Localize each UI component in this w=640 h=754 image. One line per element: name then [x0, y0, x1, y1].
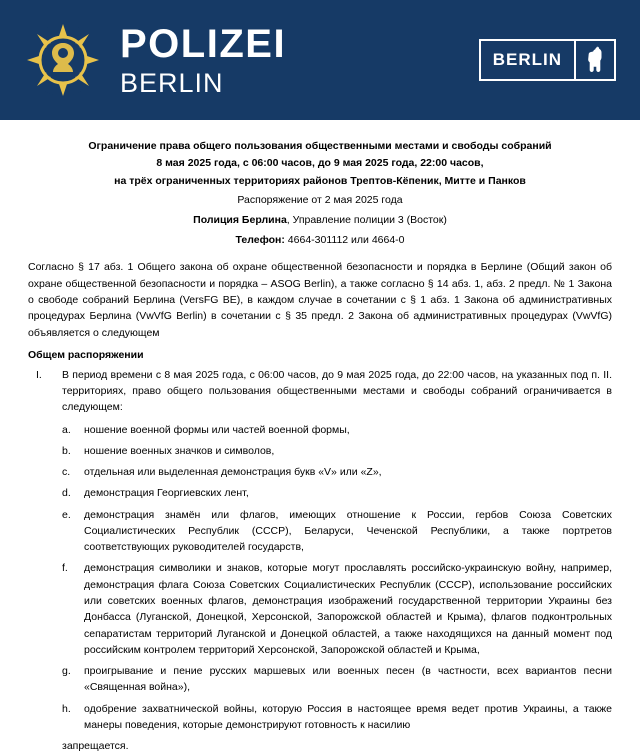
document-body — [0, 120, 640, 754]
list-item — [62, 485, 612, 501]
roman-text: В период времени с 8 мая 2025 года, с 06:00 часов, до 9 мая 2025 года, до 22:00 часов, на указанных под п. II. территориях, право общего пользования общественными местами и свободы собраний ограничивается в следующем: — [62, 368, 612, 414]
roman-marker: I. — [36, 368, 42, 381]
preamble-paragraph: Согласно § 17 абз. 1 Общего закона об охране общественной безопасности и порядка в Берлине (Общий закон об охране общественной безопасности и порядка – ASOG Berlin), а также согласно § 14 абз. 1, абз. 2 предл. № 1 Закона о свободе собраний Берлина (VersFG BE), в каждом случае в сочетании с § 1 абз. 1 Закона об административных процедурах Берлина (VwVfG Berlin) в сочетании с § 35 предл. 2 Закона об административных процедурах (VwVfG) объявляется о следующем — [28, 261, 612, 339]
list-item — [62, 443, 612, 459]
list-item-marker: f. — [62, 562, 68, 575]
list-item-marker: g. — [62, 665, 71, 678]
list-item — [62, 701, 612, 734]
berlin-bear-icon — [576, 41, 614, 79]
list-item-text: отдельная или выделенная демонстрация букв «V» или «Z», — [84, 466, 382, 479]
phone-value: 4664-301112 или 4664-0 — [287, 233, 405, 246]
authority-line — [28, 212, 612, 230]
list-item-marker: a. — [62, 423, 71, 436]
list-item-text: демонстрация Георгиевских лент, — [84, 487, 249, 500]
list-item-text: ношение военных значков и символов, — [84, 444, 275, 457]
alpha-list — [28, 422, 612, 734]
order-date: Распоряжение от 2 мая 2025 года — [237, 193, 403, 206]
list-item-marker: h. — [62, 702, 71, 715]
title-line-2: 8 мая 2025 года, с 06:00 часов, до 9 мая 2025 года, 22:00 часов, — [156, 157, 484, 170]
list-item — [62, 464, 612, 480]
authority-name: Полиция Берлина — [193, 213, 287, 226]
phone-label: Телефон: — [235, 233, 285, 246]
list-item-text: ношение военной формы или частей военной формы, — [84, 423, 350, 436]
brand-line-1: POLIZEI — [120, 21, 287, 66]
authority-department: , Управление полиции 3 (Восток) — [286, 213, 447, 226]
list-item — [62, 560, 612, 658]
document-title — [28, 138, 612, 190]
list-item-marker: c. — [62, 466, 71, 479]
list-item — [62, 507, 612, 556]
police-star-icon — [24, 21, 102, 99]
title-line-1: Ограничение права общего пользования общественными местами и свободы собраний — [88, 140, 552, 152]
list-item-text: одобрение захватнической войны, которую Россия в настоящее время ведет против Украины, а также манеры поведения, которые демонстрируют готовность к насилию — [84, 702, 612, 731]
list-item — [62, 663, 612, 696]
list-item-marker: b. — [62, 444, 71, 457]
list-item — [62, 422, 612, 438]
list-item-marker: d. — [62, 487, 71, 500]
list-item-roman-1 — [28, 367, 612, 416]
brand-wordmark — [120, 21, 287, 98]
title-line-3: на трёх ограниченных территориях районов Трептов-Кёпеник, Митте и Панков — [114, 174, 526, 187]
brand-line-2: BERLIN — [120, 67, 224, 98]
closing-text: запрещается. — [62, 740, 129, 753]
list-item-marker: e. — [62, 508, 71, 521]
list-item-text: демонстрация знамён или флагов, имеющих отношение к России, гербов Союза Советских Социалистических Республик (СССР), Беларуси, Чеченской Республики, а также портретов соответствующих руководителей государств, — [84, 508, 612, 554]
list-item-text: проигрывание и пение русских маршевых или военных песен (в частности, всех вариантов песни «Священная война»), — [84, 665, 612, 694]
section-heading: Общем распоряжении — [28, 348, 144, 361]
phone-line — [28, 232, 612, 250]
list-item-text: демонстрация символики и знаков, которые могут прославлять российско-украинскую войну, например, демонстрация флага Союза Советских Социалистических Республик (СССР), использование российских или советских военных флагов, демонстрация изображений государственной территории Украины без Донбасса (Луганской, Донецкой, Херсонской, Запорожской областей и Крыма), флагов подконтрольных сепаратистам территорий Луганской и Донецкой областей, а также находящихся на данный момент под российским контролем территорий Херсонской, Запорожской областей и Крыма, — [84, 562, 612, 656]
berlin-badge-label: BERLIN — [492, 50, 562, 69]
berlin-badge — [479, 39, 616, 81]
page-header — [0, 0, 640, 120]
